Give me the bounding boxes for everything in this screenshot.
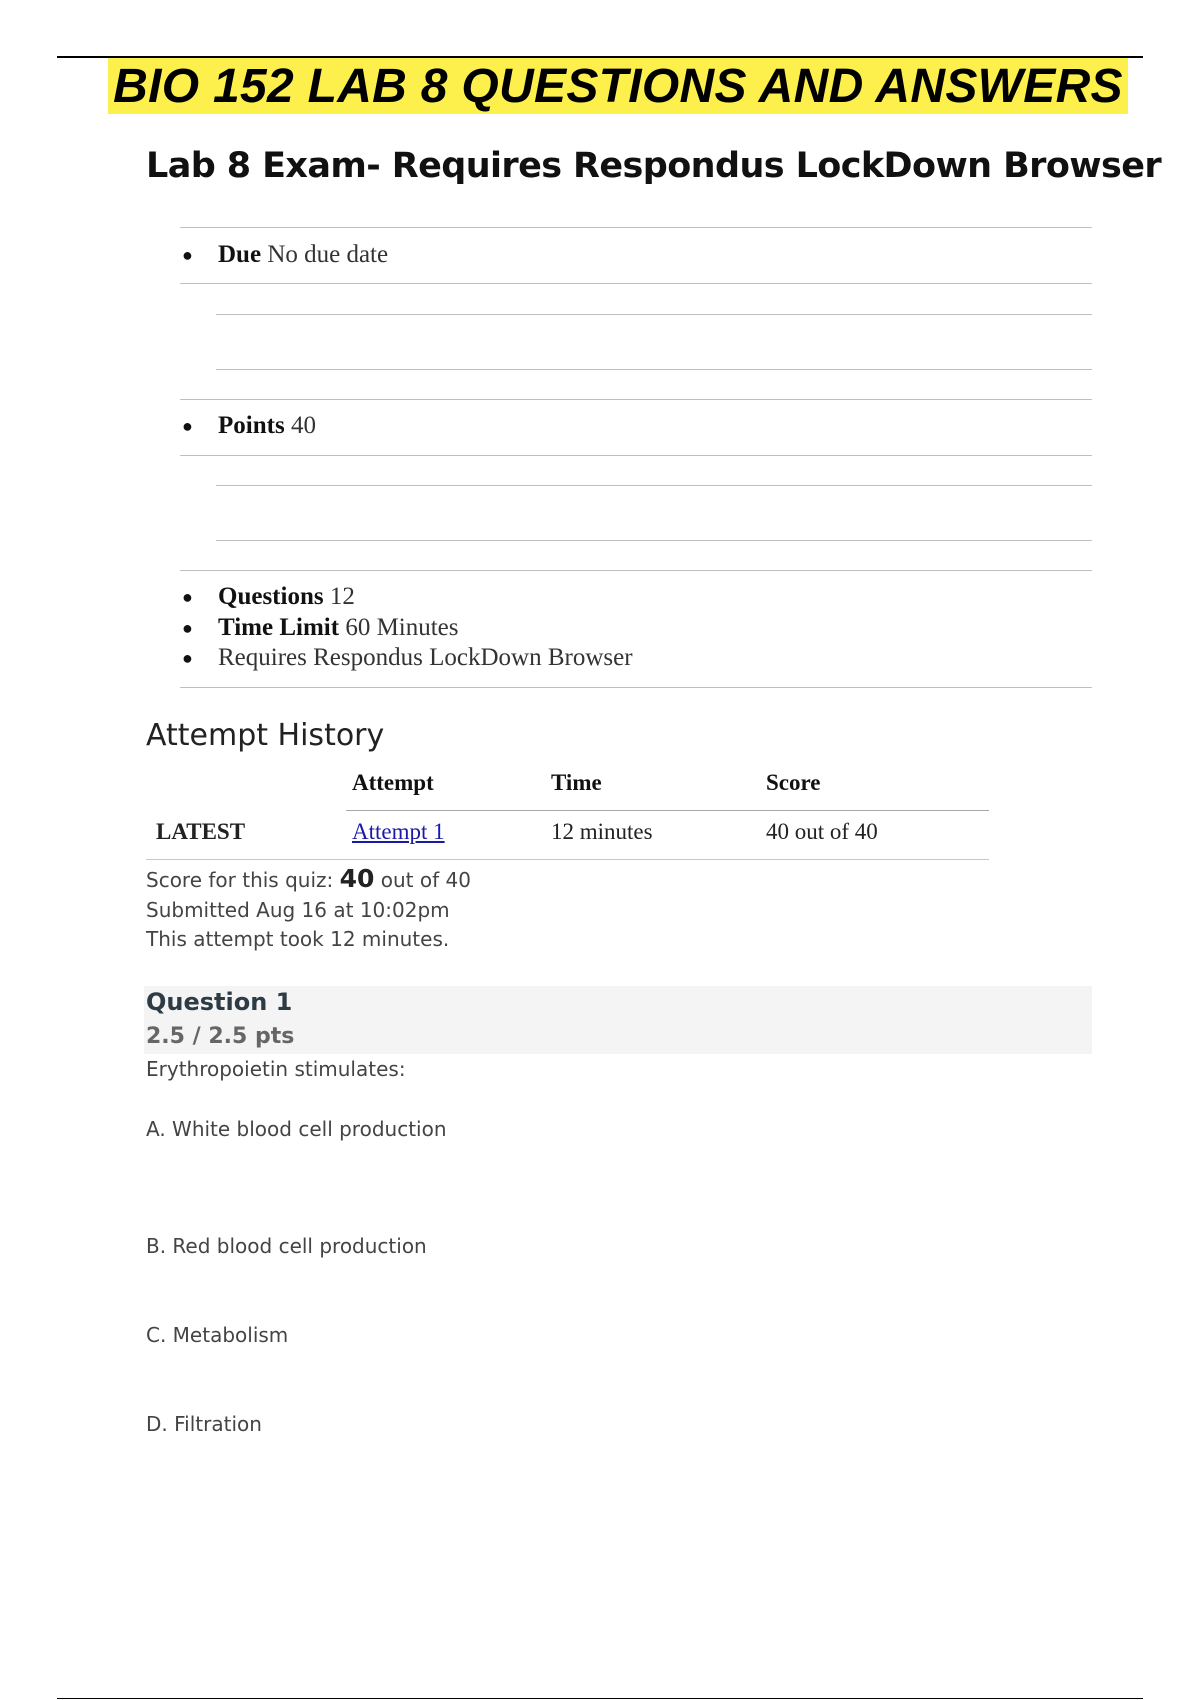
time-limit-item bbox=[182, 613, 459, 643]
divider bbox=[216, 314, 1092, 315]
column-header-attempt: Attempt bbox=[352, 770, 434, 795]
question-title: Question 1 bbox=[146, 988, 293, 1016]
divider bbox=[180, 399, 1092, 400]
attempt-time: 12 minutes bbox=[551, 819, 653, 844]
divider bbox=[180, 570, 1092, 571]
score-summary bbox=[146, 864, 471, 893]
questions-item bbox=[182, 582, 355, 612]
exam-title: Lab 8 Exam- Requires Respondus LockDown Browser bbox=[146, 146, 1162, 186]
column-header-time: Time bbox=[551, 770, 602, 795]
banner-title: BIO 152 LAB 8 QUESTIONS AND ANSWERS bbox=[113, 59, 1123, 113]
bullet-icon: ● bbox=[182, 618, 193, 638]
points-item bbox=[182, 411, 316, 441]
due-item bbox=[182, 240, 388, 270]
document-banner bbox=[108, 58, 1128, 114]
attempt-link[interactable]: Attempt 1 bbox=[352, 819, 445, 844]
divider bbox=[216, 540, 1092, 541]
due-label: Due bbox=[218, 241, 262, 268]
score-value: 40 bbox=[339, 864, 375, 893]
column-header-score: Score bbox=[766, 770, 821, 795]
divider bbox=[180, 283, 1092, 284]
requirement-text: Requires Respondus LockDown Browser bbox=[218, 644, 633, 671]
time-limit-value: 60 Minutes bbox=[345, 614, 459, 641]
time-limit-label: Time Limit bbox=[218, 614, 340, 641]
bullet-icon: ● bbox=[182, 648, 193, 668]
submitted-text: Submitted Aug 16 at 10:02pm bbox=[146, 898, 450, 922]
divider bbox=[180, 227, 1092, 228]
bullet-icon: ● bbox=[182, 587, 193, 607]
duration-text: This attempt took 12 minutes. bbox=[146, 927, 450, 951]
due-value: No due date bbox=[267, 241, 389, 268]
table-row-rule bbox=[146, 859, 989, 860]
requirement-item bbox=[182, 643, 633, 673]
divider bbox=[180, 687, 1092, 688]
bullet-icon: ● bbox=[182, 416, 193, 436]
question-text: Erythropoietin stimulates: bbox=[146, 1057, 406, 1081]
table-header-rule bbox=[346, 810, 989, 811]
answer-choice-a: A. White blood cell production bbox=[146, 1117, 447, 1141]
score-suffix: out of 40 bbox=[380, 868, 471, 892]
answer-choice-c: C. Metabolism bbox=[146, 1323, 289, 1347]
answer-choice-b: B. Red blood cell production bbox=[146, 1234, 427, 1258]
divider bbox=[216, 369, 1092, 370]
score-prefix: Score for this quiz: bbox=[146, 868, 334, 892]
question-points: 2.5 / 2.5 pts bbox=[146, 1024, 295, 1049]
divider bbox=[180, 455, 1092, 456]
bottom-rule bbox=[57, 1698, 1143, 1699]
answer-choice-d: D. Filtration bbox=[146, 1412, 262, 1436]
latest-label: LATEST bbox=[156, 819, 246, 844]
bullet-icon: ● bbox=[182, 245, 193, 265]
points-value: 40 bbox=[290, 412, 316, 439]
questions-value: 12 bbox=[329, 583, 355, 610]
attempt-history-heading: Attempt History bbox=[146, 718, 385, 753]
attempt-score: 40 out of 40 bbox=[766, 819, 878, 844]
questions-label: Questions bbox=[218, 583, 324, 610]
divider bbox=[216, 485, 1092, 486]
points-label: Points bbox=[218, 412, 285, 439]
